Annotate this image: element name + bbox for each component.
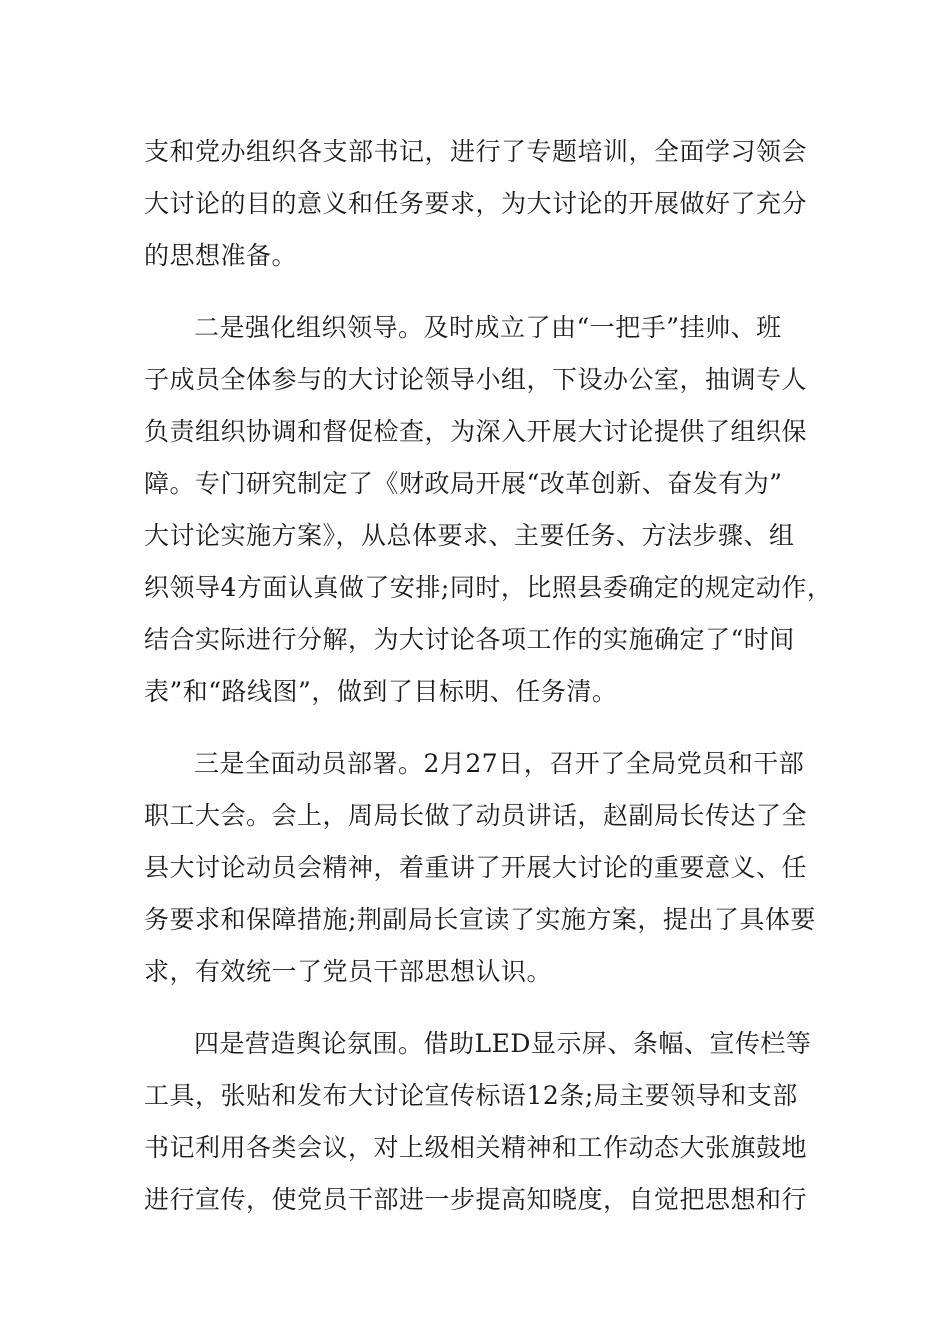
- paragraph-1: [144, 126, 824, 282]
- paragraph-line: 支和党办组织各支部书记，进行了专题培训，全面学习领会: [144, 137, 808, 166]
- paragraph-line: 职工大会。会上，周局长做了动员讲话，赵副局长传达了全: [144, 801, 808, 830]
- paragraph-3: [144, 738, 824, 998]
- paragraph-line: 二是强化组织领导。及时成立了由“一把手”挂帅、班: [194, 313, 782, 342]
- paragraph-line: 书记利用各类会议，对上级相关精神和工作动态大张旗鼓地: [144, 1133, 808, 1162]
- paragraph-line: 大讨论实施方案》，从总体要求、主要任务、方法步骤、组: [144, 521, 795, 550]
- paragraph-4: [144, 1018, 824, 1226]
- paragraph-line: 工具，张贴和发布大讨论宣传标语12条;局主要领导和支部: [144, 1081, 798, 1110]
- paragraph-line: 三是全面动员部署。2月27日，召开了全局党员和干部: [194, 749, 805, 778]
- paragraph-line: 四是营造舆论氛围。借助LED显示屏、条幅、宣传栏等: [194, 1029, 812, 1058]
- paragraph-line: 表”和“路线图”，做到了目标明、任务清。: [144, 677, 618, 706]
- paragraph-line: 障。专门研究制定了《财政局开展“改革创新、奋发有为”: [144, 469, 783, 498]
- paragraph-line: 县大讨论动员会精神，着重讲了开展大讨论的重要意义、任: [144, 853, 808, 882]
- paragraph-line: 的思想准备。: [144, 241, 298, 270]
- paragraph-line: 负责组织协调和督促检查，为深入开展大讨论提供了组织保: [144, 417, 808, 446]
- paragraph-line: 大讨论的目的意义和任务要求，为大讨论的开展做好了充分: [144, 189, 808, 218]
- document-body: [144, 126, 833, 1226]
- paragraph-line: 子成员全体参与的大讨论领导小组，下设办公室，抽调专人: [144, 365, 808, 394]
- paragraph-line: 结合实际进行分解，为大讨论各项工作的实施确定了“时间: [144, 625, 795, 654]
- paragraph-line: 求，有效统一了党员干部思想认识。: [144, 957, 553, 986]
- paragraph-line: 进行宣传，使党员干部进一步提高知晓度，自觉把思想和行: [144, 1185, 808, 1214]
- paragraph-line: 务要求和保障措施;荆副局长宣读了实施方案，提出了具体要: [144, 905, 816, 934]
- paragraph-line: 织领导4方面认真做了安排;同时，比照县委确定的规定动作，: [144, 573, 833, 602]
- paragraph-2: [144, 302, 833, 718]
